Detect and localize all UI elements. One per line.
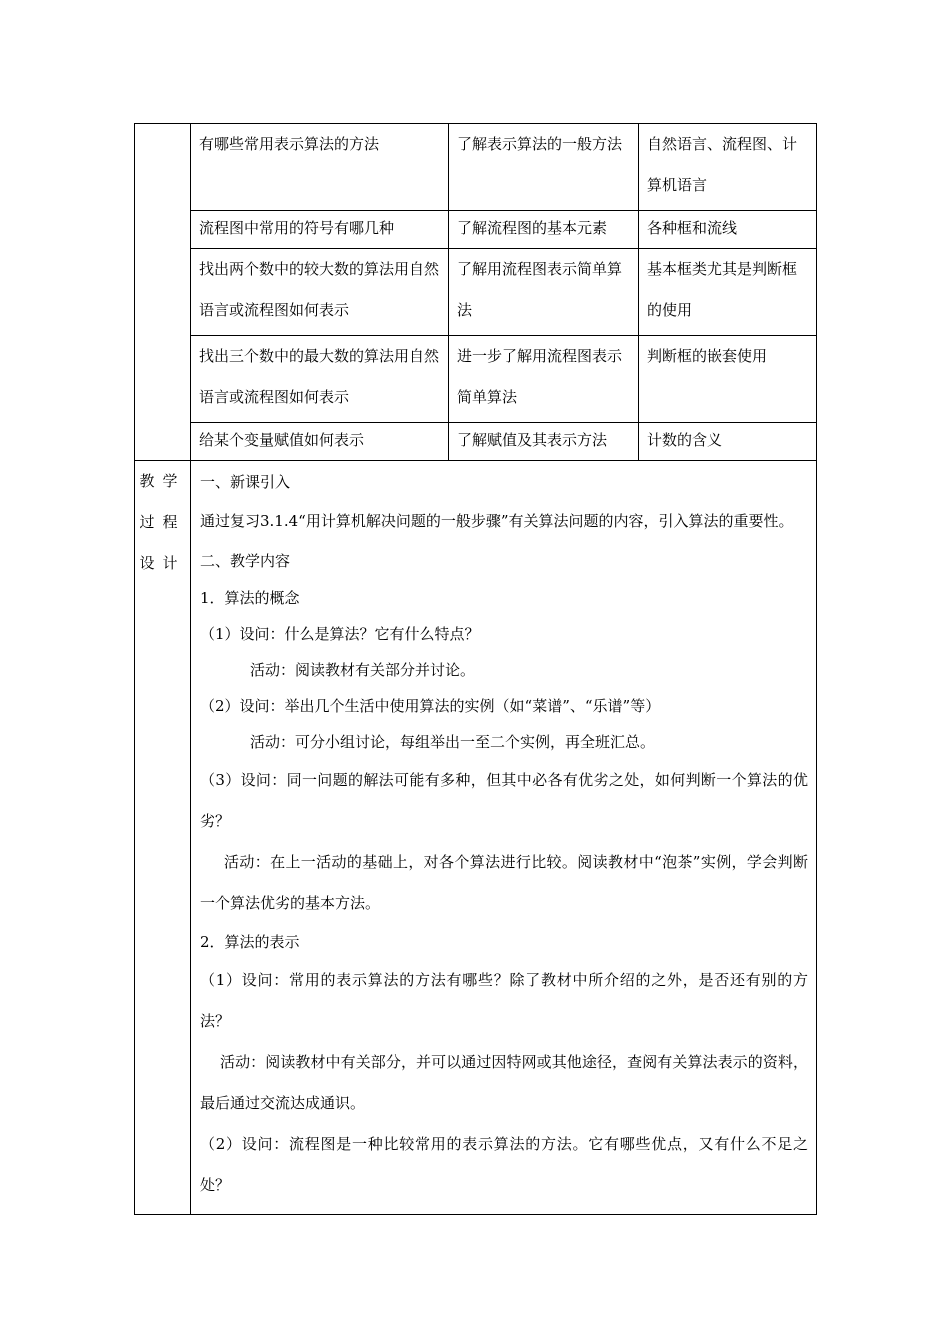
question-cell: 找出两个数中的较大数的算法用自然语言或流程图如何表示 xyxy=(191,249,449,336)
intro-text: 通过复习3.1.4“用计算机解决问题的一般步骤”有关算法问题的内容，引入算法的重要性。 xyxy=(200,512,794,530)
section-heading: 1．算法的概念 xyxy=(200,589,300,607)
process-content-cell xyxy=(191,461,817,1215)
activity-text: 活动：阅读教材有关部分并讨论。 xyxy=(250,661,476,679)
table-row xyxy=(135,211,817,249)
process-content xyxy=(191,461,816,1214)
question-text: （2）设问：流程图是一种比较常用的表示算法的方法。它有哪些优点，又有什么不足之处？ xyxy=(200,1135,808,1194)
goal-cell: 了解表示算法的一般方法 xyxy=(449,124,639,211)
goal-cell: 进一步了解用流程图表示简单算法 xyxy=(449,336,639,423)
question-text: （2）设问：举出几个生活中使用算法的实例（如“菜谱”、“乐谱”等） xyxy=(200,697,661,715)
point-cell: 自然语言、流程图、计算机语言 xyxy=(639,124,817,211)
process-label-cell xyxy=(135,461,191,1215)
table-row xyxy=(135,461,817,1215)
question-cell: 给某个变量赋值如何表示 xyxy=(191,423,449,461)
activity-text: 活动：可分小组讨论，每组举出一至二个实例，再全班汇总。 xyxy=(250,733,656,751)
point-cell: 各种框和流线 xyxy=(639,211,817,249)
question-text: （1）设问：常用的表示算法的方法有哪些？除了教材中所介绍的之外，是否还有别的方法？ xyxy=(200,971,808,1030)
activity-text: 活动：在上一活动的基础上，对各个算法进行比较。阅读教材中“泡茶”实例，学会判断一个算法优劣的基本方法。 xyxy=(200,853,808,912)
content-heading: 二、教学内容 xyxy=(200,552,291,570)
question-cell: 流程图中常用的符号有哪几种 xyxy=(191,211,449,249)
table-row xyxy=(135,124,817,211)
activity-text: 活动：阅读教材中有关部分，并可以通过因特网或其他途径，查阅有关算法表示的资料，最后通过交流达成通识。 xyxy=(200,1053,808,1112)
intro-heading: 一、新课引入 xyxy=(200,473,291,491)
question-cell: 有哪些常用表示算法的方法 xyxy=(191,124,449,211)
table-row xyxy=(135,249,817,336)
point-cell: 判断框的嵌套使用 xyxy=(639,336,817,423)
section-heading: 2．算法的表示 xyxy=(200,933,300,951)
lesson-plan-table xyxy=(134,123,817,1215)
question-text: （3）设问：同一问题的解法可能有多种，但其中必各有优劣之处，如何判断一个算法的优劣？ xyxy=(200,771,808,830)
question-text: （1）设问：什么是算法？它有什么特点？ xyxy=(200,625,480,643)
table-row xyxy=(135,423,817,461)
point-cell: 基本框类尤其是判断框的使用 xyxy=(639,249,817,336)
question-cell: 找出三个数中的最大数的算法用自然语言或流程图如何表示 xyxy=(191,336,449,423)
process-label: 教学 过程 设计 xyxy=(139,472,186,572)
goal-cell: 了解用流程图表示简单算法 xyxy=(449,249,639,336)
point-cell: 计数的含义 xyxy=(639,423,817,461)
goal-cell: 了解流程图的基本元素 xyxy=(449,211,639,249)
table-row xyxy=(135,336,817,423)
empty-label-cell xyxy=(135,124,191,461)
goal-cell: 了解赋值及其表示方法 xyxy=(449,423,639,461)
